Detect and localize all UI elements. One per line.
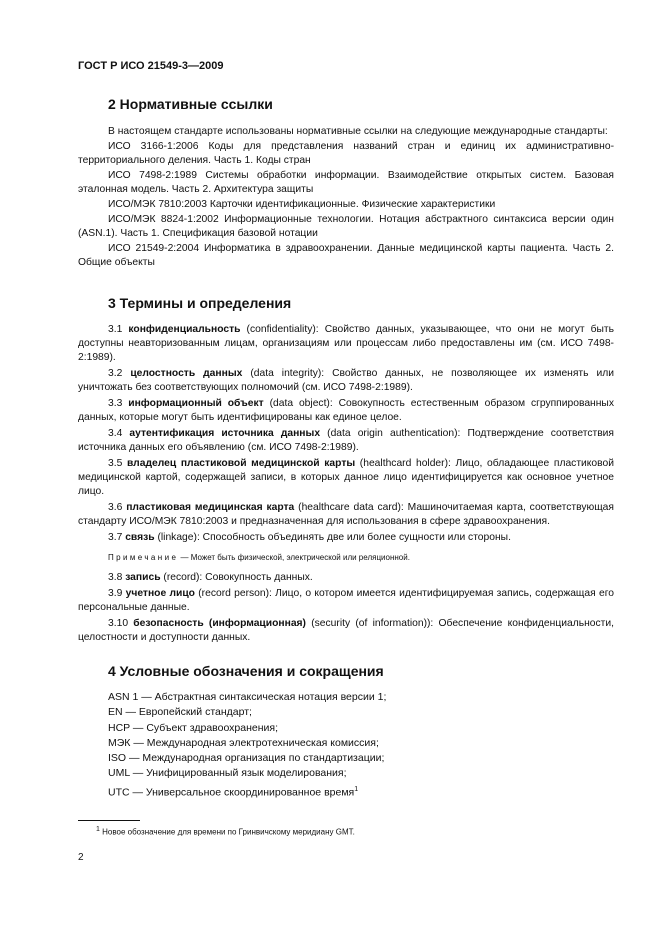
term-name: связь (125, 532, 155, 543)
term-name: запись (125, 572, 161, 583)
section-2-title: 2 Нормативные ссылки (108, 96, 273, 112)
footnote-text: Новое обозначение для времени по Гринвичскому меридиану GMT. (102, 827, 355, 837)
term-definition (78, 501, 614, 529)
normative-reference: ИСО/МЭК 7810:2003 Карточки идентификационные. Физические характеристики (108, 199, 496, 210)
term-number: 3.6 (108, 502, 123, 513)
section-3-title: 3 Термины и определения (108, 295, 292, 311)
term-text: (linkage): Способность объединять две или более сущности или стороны. (154, 532, 511, 543)
term-name: аутентификация источника данных (129, 428, 321, 439)
term-text: (healthcare data card): Машиночитаемая карта, соответствующая стандарту ИСО/МЭК 7810:2003 и предназначенная для использования в сфере здравоохранения. (78, 502, 614, 527)
normative-reference: ИСО 7498-2:1989 Системы обработки информации. Взаимодействие открытых систем. Базовая эталонная модель. Часть 2. Архитектура защиты (78, 170, 614, 195)
term-name: целостность данных (130, 368, 243, 379)
footnote-reference[interactable]: 1 (354, 785, 359, 793)
term-number: 3.1 (108, 324, 123, 335)
term-text: (healthcard holder): Лицо, обладающее пластиковой медицинской картой, содержащей записи, в которых данное лицо идентифицируется как основное учетное лицо. (78, 458, 614, 497)
term-definition (78, 397, 614, 425)
term-text: (confidentiality): Свойство данных, указывающее, что они не могут быть доступны неавторизованным лицам, организациям или процессам либо предоставлены им (см. ИСО 7498-2:1989). (78, 324, 614, 363)
page-number: 2 (78, 852, 84, 863)
footnote (96, 826, 355, 837)
term-text: (data origin authentication): Подтверждение соответствия источника данных его объявлению (см. ИСО 7498-2:1989). (78, 428, 614, 453)
term-text: (data integrity): Свойство данных, не позволяющее их изменять или уничтожать без соответствующих полномочий (см. ИСО 7498-2:1989). (78, 368, 614, 393)
term-name: информационный объект (128, 398, 264, 409)
term-definition (78, 571, 614, 585)
term-definition (78, 367, 614, 395)
abbreviation-item: ASN 1 — Абстрактная синтаксическая нотация версии 1; (108, 691, 387, 703)
term-definition (78, 323, 614, 365)
term-text: (security (of information)): Обеспечение конфиденциальности, целостности и доступности данных. (78, 618, 614, 643)
term-name: учетное лицо (125, 588, 195, 599)
abbreviation-item: UML — Унифицированный язык моделирования; (108, 767, 347, 780)
abbreviation-item: EN — Европейский стандарт; (108, 706, 252, 719)
term-definition (78, 617, 614, 645)
note-label: Примечание (108, 553, 179, 562)
term-text: (data object): Совокупность естественным образом сгруппированных данных, которые могут быть идентифицированы как единое целое. (78, 398, 614, 423)
abbreviation-item: HCP — Субъект здравоохранения; (108, 721, 279, 734)
abbreviation-list (108, 690, 386, 801)
note (78, 551, 614, 565)
term-number: 3.4 (108, 428, 123, 439)
document-header: ГОСТ Р ИСО 21549-3—2009 (78, 60, 224, 72)
footnote-divider (78, 820, 140, 821)
term-number: 3.2 (108, 368, 123, 379)
term-name: владелец пластиковой медицинской карты (126, 458, 356, 469)
section-4-title: 4 Условные обозначения и сокращения (108, 663, 384, 679)
term-definition (78, 427, 614, 455)
term-definition (78, 531, 614, 545)
abbreviation-item: ISO — Международная организация по стандартизации; (108, 752, 385, 765)
term-name: пластиковая медицинская карта (126, 502, 295, 513)
term-text: (record person): Лицо, о котором имеется идентифицируемая запись, содержащая его персональные данные. (78, 588, 614, 613)
term-number: 3.10 (108, 618, 129, 629)
abbreviation-item (108, 782, 386, 801)
abbreviation-text: UTC — Универсальное скоординированное время (108, 786, 355, 799)
section-3-body (78, 323, 614, 645)
term-number: 3.3 (108, 398, 123, 409)
abbreviation-item: МЭК — Международная электротехническая комиссия; (108, 736, 379, 749)
section-2-intro: В настоящем стандарте использованы нормативные ссылки на следующие международные стандарты: (108, 126, 608, 137)
term-number: 3.7 (108, 532, 123, 543)
term-definition (78, 587, 614, 615)
normative-reference: ИСО/МЭК 8824-1:2002 Информационные технологии. Нотация абстрактного синтаксиса версии один (ASN.1). Часть 1. Спецификация базовой нотации (78, 214, 614, 239)
footnote-mark: 1 (96, 826, 100, 833)
term-definition (78, 457, 614, 499)
normative-reference: ИСО 21549-2:2004 Информатика в здравоохранении. Данные медицинской карты пациента. Часть 2. Общие объекты (78, 243, 614, 268)
term-name: безопасность (информационная) (133, 618, 306, 629)
term-text: (record): Совокупность данных. (160, 572, 313, 583)
term-number: 3.9 (108, 588, 123, 599)
normative-reference: ИСО 3166-1:2006 Коды для представления названий стран и единиц их административно-территориального деления. Часть 1. Коды стран (78, 141, 614, 166)
section-2-body (78, 125, 614, 270)
term-number: 3.5 (108, 458, 123, 469)
term-number: 3.8 (108, 572, 123, 583)
note-text: — Может быть физической, электрической или реляционной. (178, 553, 410, 562)
term-name: конфиденциальность (128, 324, 241, 335)
